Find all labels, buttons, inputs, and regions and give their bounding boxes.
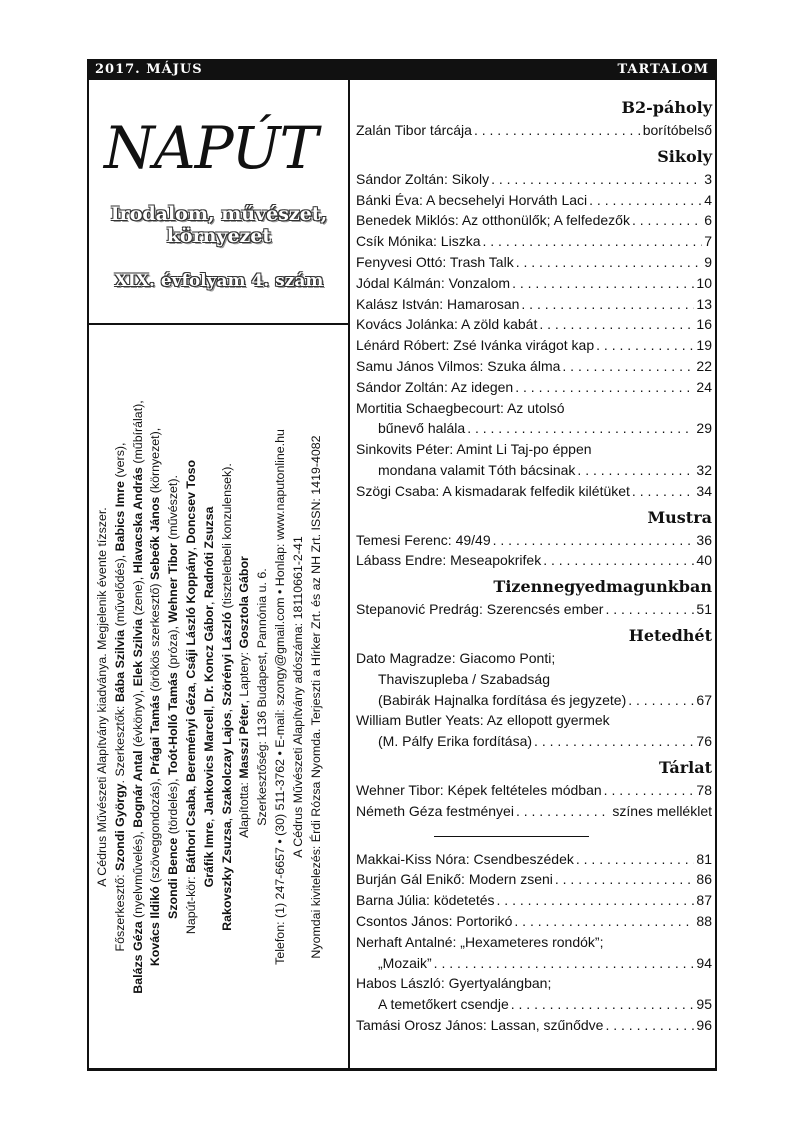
toc-entry[interactable]: Sándor Zoltán: Sikoly . . . 3	[356, 169, 716, 190]
imprint-publisher: A Cédrus Művészeti Alapítvány kiadványa. Megjelenik évente tízszer.	[95, 507, 109, 887]
toc-entry[interactable]: Bánki Éva: A becsehelyi Horváth Laci . . . 4	[356, 190, 716, 211]
imprint-circle-line: Gráfik Imre, Jankovics Marcell, Dr. Koncz Gábor, Radnóti Zsuzsa	[201, 506, 216, 888]
toc-entry[interactable]: Mortitia Schaegbecourt: Az utolsó bűnevő halála . . . 29	[356, 398, 716, 440]
imprint-box	[90, 328, 346, 1066]
bottom-rule	[87, 1068, 717, 1071]
toc-entry[interactable]: Stepanović Predrág: Szerencsés ember . . . 51	[356, 599, 716, 620]
toc-separator	[434, 836, 589, 837]
volume-number: XIX. évfolyam 4. szám	[114, 271, 324, 291]
section-label: TARTALOM	[617, 62, 709, 77]
toc-entry[interactable]: Nerhaft Antalné: „Hexameteres rondók”; „Mozaik” . . . 94	[356, 932, 716, 974]
imprint-editors-line: Szondi Bence (tördelés), Toót-Holló Tamás (próza), Wehner Tibor (művészet).	[166, 475, 181, 919]
imprint-contact: Telefon: (1) 247-6657 • (30) 511-3762 • E-mail: szongy@gmail.com • Honlap: www.naputonline.hu	[272, 429, 287, 965]
toc-entry[interactable]: Burján Gál Enikő: Modern zseni . . . 86	[356, 869, 716, 890]
toc-entry[interactable]: Tamási Orosz János: Lassan, szűnődve . . . 96	[356, 1015, 716, 1036]
toc-entry[interactable]: Temesi Ferenc: 49/49 . . . 36	[356, 530, 716, 551]
toc-section-heading: Mustra	[647, 507, 712, 527]
imprint-editors-line: Kovács Ildikó (szöveggondozás), Prágai Tamás (örökös szerkesztő) Sebeők János (környezet),	[148, 427, 163, 967]
toc-entry[interactable]: Csontos János: Portorikó . . . 88	[356, 911, 716, 932]
masthead-rule	[87, 323, 349, 325]
toc-entry[interactable]: Szögi Csaba: A kismadarak felfedik kilétüket . . . 34	[356, 481, 716, 502]
imprint-editors-line: Főszerkesztő: Szondi György. Szerkesztők: Bába Szilvia (művelődés), Babics Imre (vers),	[112, 442, 127, 952]
imprint-circle-line: Napút-kör: Báthori Csaba, Bereményi Géza, Csáji László Koppány, Doncsev Toso	[183, 459, 198, 935]
toc-entry[interactable]: Zalán Tibor tárcája . . . borítóbelső	[356, 120, 716, 141]
toc-entry[interactable]: Benedek Miklós: Az otthonülők; A felfedezők . . . 6	[356, 210, 716, 231]
toc-entry[interactable]: Dato Magradze: Giacomo Ponti; Thaviszupleba / Szabadság (Babirák Hajnalka fordítása és jegyzete) . . . 67	[356, 648, 716, 710]
toc-entry[interactable]: William Butler Yeats: Az ellopott gyermek (M. Pálfy Erika fordítása) . . . 76	[356, 710, 716, 752]
logo-text: NAPÚT	[104, 114, 318, 182]
imprint-text	[90, 328, 346, 1066]
toc-entry[interactable]: Jódal Kálmán: Vonzalom . . . 10	[356, 273, 716, 294]
subtitle-line-1: Irodalom, művészet,	[110, 203, 328, 225]
toc-entry[interactable]: Sándor Zoltán: Az idegen . . . 24	[356, 377, 716, 398]
toc-entry[interactable]: Makkai-Kiss Nóra: Csendbeszédek . . . 81	[356, 849, 716, 870]
toc-entry[interactable]: Barna Júlia: ködetetés . . . 87	[356, 890, 716, 911]
toc-entry[interactable]: Samu János Vilmos: Szuka álma . . . 22	[356, 356, 716, 377]
toc-entry[interactable]: Wehner Tibor: Képek feltételes módban . . . 78	[356, 780, 716, 801]
imprint-printing: Nyomdai kivitelezés: Érdi Rózsa Nyomda. Terjeszti a Hírker Zrt. és az NH Zrt. ISSN: 1419-4082	[308, 435, 323, 959]
imprint-editors-line: Balázs Géza (nyelvművelés), Bognár Antal (évkönyv), Elek Szilvia (zene), Hlavacska András (műbírálat),	[130, 400, 145, 994]
imprint-founder-line: Alapította: Masszi Péter, Laptery: Gosztola Gábor	[237, 556, 252, 838]
toc-section-heading: Hetedhét	[628, 625, 712, 645]
issue-date: 2017. MÁJUS	[95, 62, 203, 77]
naput-logo	[98, 106, 338, 186]
header-bar	[87, 59, 717, 80]
toc-section-heading: Tárlat	[658, 757, 712, 777]
toc-entry[interactable]: Kalász István: Hamarosan . . . 13	[356, 294, 716, 315]
toc-entry[interactable]: Kovács Jolánka: A zöld kabát . . . 16	[356, 314, 716, 335]
table-of-contents	[356, 96, 716, 1036]
toc-entry[interactable]: Németh Géza festményei . . . színes melléklet	[356, 801, 716, 822]
imprint-address: Szerkesztőség: 1136 Budapest, Pannónia u. 6.	[255, 568, 270, 826]
toc-entry[interactable]: Habos László: Gyertyalángban; A temetőkert csendje . . . 95	[356, 973, 716, 1015]
toc-section-heading: B2-páholy	[621, 98, 712, 117]
toc-entry[interactable]: Lénárd Róbert: Zsé Ivánka virágot kap . . . 19	[356, 335, 716, 356]
toc-entry[interactable]: Fenyvesi Ottó: Trash Talk . . . 9	[356, 252, 716, 273]
imprint-tax-number: A Cédrus Művészeti Alapítvány adószáma: 18110661-2-41	[290, 536, 305, 858]
toc-section-heading: Sikoly	[657, 146, 712, 166]
toc-entry[interactable]: Sinkovits Péter: Amint Li Taj-po éppen mondana valamit Tóth bácsinak . . . 32	[356, 439, 716, 481]
toc-section-heading: Tizennegyedmagunkban	[493, 577, 712, 597]
toc-entry[interactable]: Lábass Endre: Meseapokrifek . . . 40	[356, 550, 716, 571]
toc-entry[interactable]: Csík Mónika: Liszka . . . 7	[356, 231, 716, 252]
imprint-circle-line: Rakovszky Zsuzsa, Szakolczay Lajos, Szörényi László (tiszteletbeli konzulensek).	[219, 463, 234, 931]
subtitle-line-2: környezet	[166, 225, 272, 247]
